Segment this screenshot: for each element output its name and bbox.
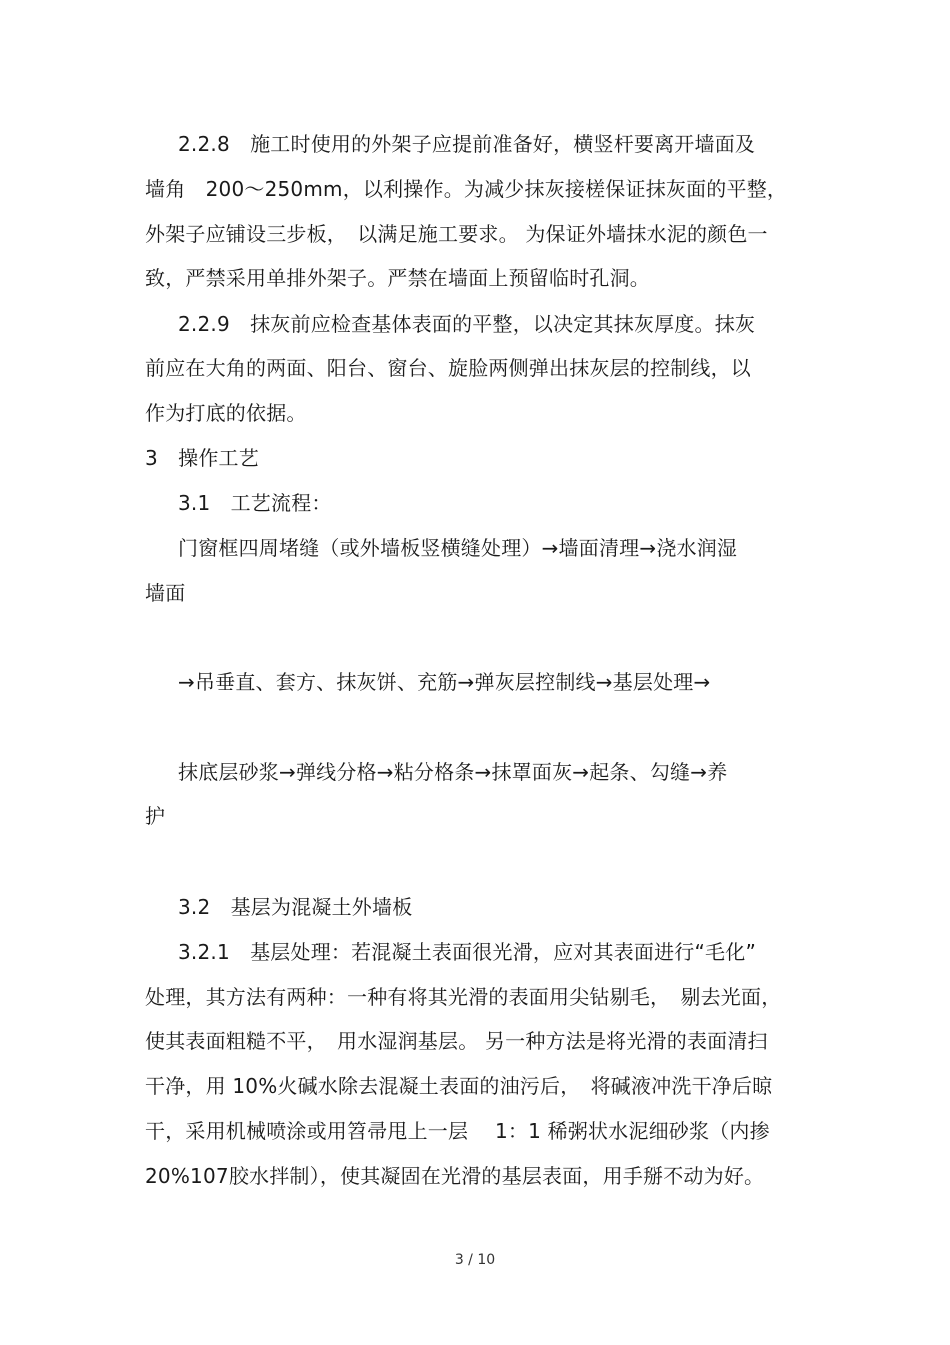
process-flow-line-1: 门窗框四周堵缝（或外墙板竖横缝处理）→墙面清理→浇水润湿: [178, 536, 738, 560]
process-flow-line-2: 墙面: [145, 581, 186, 605]
section-3-1-heading: 3.1 工艺流程：: [178, 491, 332, 515]
process-flow-line-3: →吊垂直、套方、抹灰饼、充筋→弹灰层控制线→基层处理→: [178, 670, 711, 694]
paragraph-3-2-1-line-3: 使其表面粗糙不平， 用水湿润基层。 另一种方法是将光滑的表面清扫: [145, 1029, 768, 1053]
paragraph-2-2-8-line-4: 致，严禁采用单排外架子。严禁在墙面上预留临时孔洞。: [145, 266, 650, 290]
paragraph-3-2-1-line-6: 20%107胶水拌制），使其凝固在光滑的基层表面，用手掰不动为好。: [145, 1164, 765, 1188]
paragraph-2-2-9-line-3: 作为打底的依据。: [145, 401, 307, 425]
paragraph-2-2-8-line-2: 墙角 200～250mm，以利操作。为减少抹灰接槎保证抹灰面的平整，: [145, 177, 788, 201]
process-flow-line-4: 抹底层砂浆→弹线分格→粘分格条→抹罩面灰→起条、勾缝→养: [178, 760, 728, 784]
paragraph-2-2-9-line-1: 2.2.9 抹灰前应检查基体表面的平整，以决定其抹灰厚度。抹灰: [178, 312, 756, 336]
paragraph-2-2-9-line-2: 前应在大角的两面、阳台、窗台、旋脸两侧弹出抹灰层的控制线，以: [145, 356, 751, 380]
process-flow-line-5: 护: [145, 804, 166, 828]
page-number: 3 / 10: [454, 1252, 496, 1268]
paragraph-2-2-8-line-3: 外架子应铺设三步板， 以满足施工要求。 为保证外墙抹水泥的颜色一: [145, 222, 768, 246]
paragraph-3-2-1-line-5: 干，采用机械喷涂或用笤帚甩上一层 1：1 稀粥状水泥细砂浆（内掺: [145, 1119, 770, 1143]
paragraph-2-2-8-line-1: 2.2.8 施工时使用的外架子应提前准备好，横竖杆要离开墙面及: [178, 132, 756, 156]
section-3-2-heading: 3.2 基层为混凝土外墙板: [178, 895, 413, 919]
paragraph-3-2-1-line-2: 处理，其方法有两种：一种有将其光滑的表面用尖钻剔毛， 剔去光面，: [145, 985, 782, 1009]
paragraph-3-2-1-line-1: 3.2.1 基层处理：若混凝土表面很光滑，应对其表面进行“毛化”: [178, 940, 757, 964]
section-3-heading: 3 操作工艺: [145, 446, 259, 470]
paragraph-3-2-1-line-4: 干净，用 10%火碱水除去混凝土表面的油污后， 将碱液冲洗干净后晾: [145, 1074, 773, 1098]
